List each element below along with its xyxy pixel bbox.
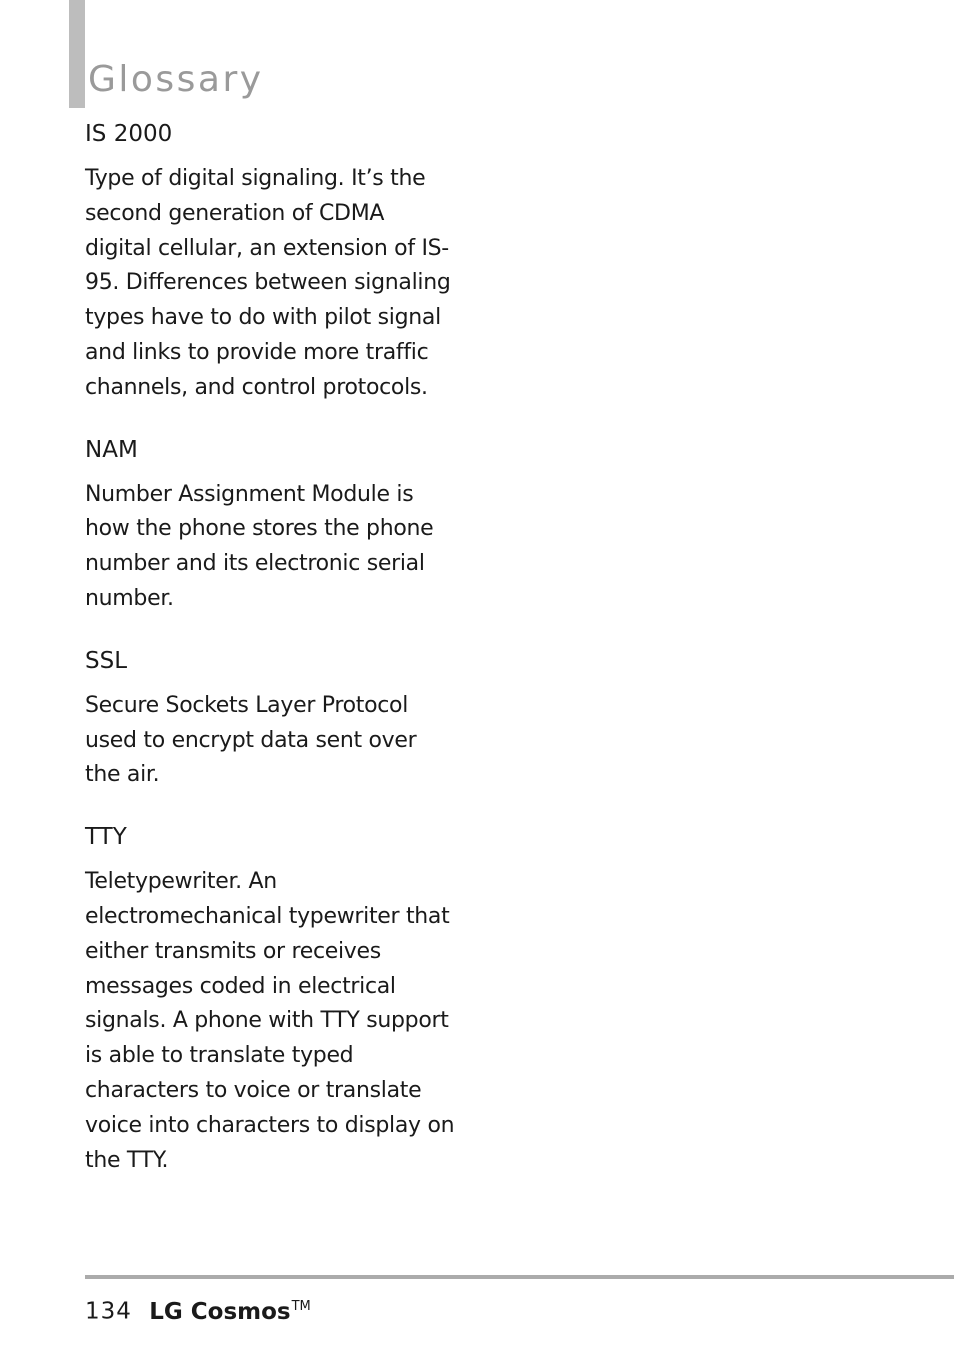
product-name: LG Cosmos: [149, 1298, 291, 1325]
trademark-symbol: TM: [291, 1299, 311, 1314]
glossary-list: [85, 112, 455, 1178]
glossary-definition: Secure Sockets Layer Protocol used to encrypt data sent over the air.: [85, 692, 417, 788]
glossary-entry: [85, 815, 455, 1178]
footer-divider: [85, 1275, 954, 1279]
page-footer: [85, 1290, 311, 1329]
glossary-definition: Number Assignment Module is how the phone stores the phone number and its electronic serial number.: [85, 481, 434, 611]
glossary-entry: [85, 428, 455, 617]
title-accent-bar: [69, 0, 85, 108]
glossary-term: TTY: [85, 824, 127, 851]
glossary-entry: [85, 639, 455, 793]
glossary-entry: [85, 112, 455, 406]
page-number: 134: [85, 1298, 132, 1325]
glossary-definition: Teletypewriter. An electromechanical typewriter that either transmits or receives messages coded in electrical signals. A phone with TTY support is able to translate typed characters to voice or translate voice into characters to display on the TTY.: [85, 869, 455, 1173]
glossary-term: NAM: [85, 436, 138, 463]
glossary-definition: Type of digital signaling. It’s the second generation of CDMA digital cellular, an extension of IS-95. Differences between signaling types have to do with pilot signal and links to provide more traffic channels, and control protocols.: [85, 166, 451, 400]
glossary-term: SSL: [85, 647, 128, 674]
glossary-term: IS 2000: [85, 121, 173, 147]
page-title: Glossary: [88, 59, 264, 101]
